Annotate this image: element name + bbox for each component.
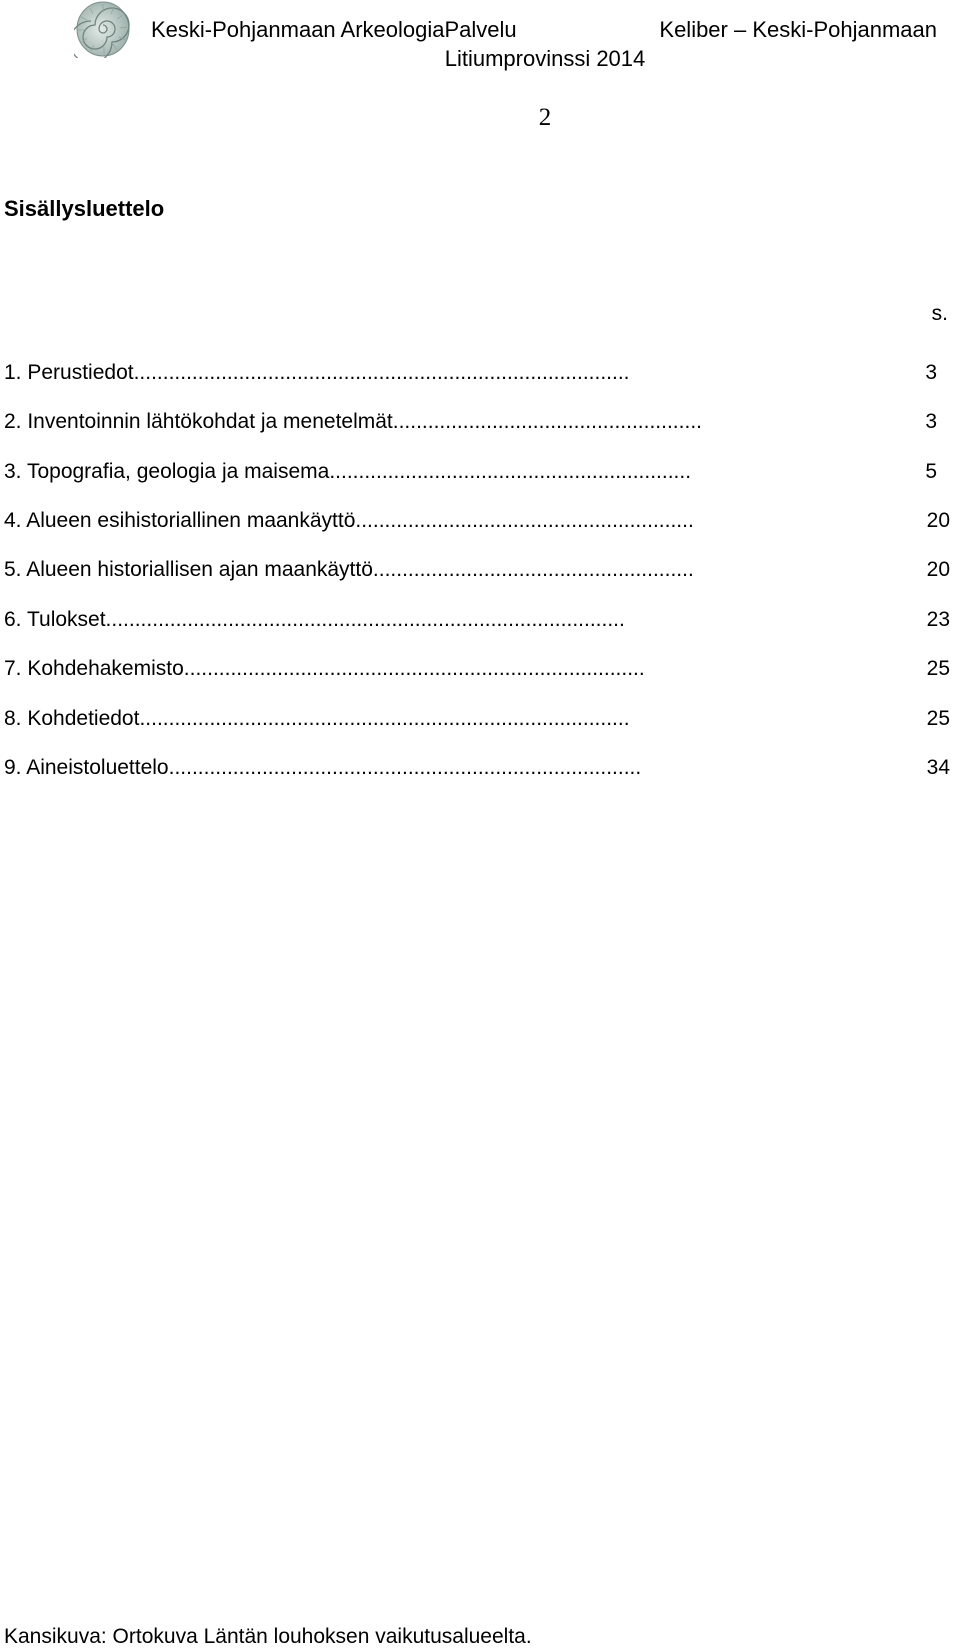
toc-entry[interactable] (4, 756, 950, 786)
toc-entry[interactable] (4, 707, 950, 737)
toc-entry-page: 3 (925, 410, 937, 433)
toc-entry-label: 7. Kohdehakemisto............................................................................... (4, 657, 645, 680)
toc-entry-label: 3. Topografia, geologia ja maisema.............................................................. (4, 460, 692, 483)
toc-entry-label: 9. Aineistoluettelo................................................................................. (4, 756, 642, 779)
header-organization: Keski-Pohjanmaan ArkeologiaPalvelu (151, 17, 517, 42)
toc-entry-label: 1. Perustiedot..................................................................................... (4, 361, 630, 384)
page-number: 2 (538, 104, 552, 131)
toc-entry[interactable] (4, 558, 950, 588)
toc-entry-page: 34 (926, 756, 950, 779)
toc-entry-label: 5. Alueen historiallisen ajan maankäyttö....................................................... (4, 558, 694, 581)
toc-entry-page: 20 (926, 558, 950, 581)
toc-entry-page: 23 (926, 608, 950, 631)
toc-entry[interactable] (4, 460, 950, 490)
header-project-title: Keliber – Keski-Pohjanmaan (659, 17, 937, 42)
toc-entry[interactable] (4, 361, 950, 391)
toc-entry-label: 8. Kohdetiedot.................................................................................... (4, 707, 630, 730)
header-project-subtitle: Litiumprovinssi 2014 (444, 46, 646, 71)
toc-entry[interactable] (4, 657, 950, 687)
toc-entry-page: 25 (926, 657, 950, 680)
toc-entry-label: 6. Tulokset......................................................................................... (4, 608, 625, 631)
toc-entry-label: 2. Inventoinnin lähtökohdat ja menetelmät..................................................... (4, 410, 702, 433)
toc-entry-label: 4. Alueen esihistoriallinen maankäyttö.......................................................... (4, 509, 694, 532)
toc-entry[interactable] (4, 608, 950, 638)
toc-page-column-header: s. (931, 302, 948, 325)
cover-image-caption: Kansikuva: Ortokuva Läntän louhoksen vaikutusalueelta. (4, 1625, 532, 1648)
toc-entry-page: 25 (926, 707, 950, 730)
toc-entry-page: 3 (925, 361, 937, 384)
toc-entry-page: 20 (926, 509, 950, 532)
toc-entry[interactable] (4, 509, 950, 539)
toc-entry-page: 5 (925, 460, 937, 483)
toc-entry[interactable] (4, 410, 950, 440)
toc-title: Sisällysluettelo (4, 196, 165, 221)
